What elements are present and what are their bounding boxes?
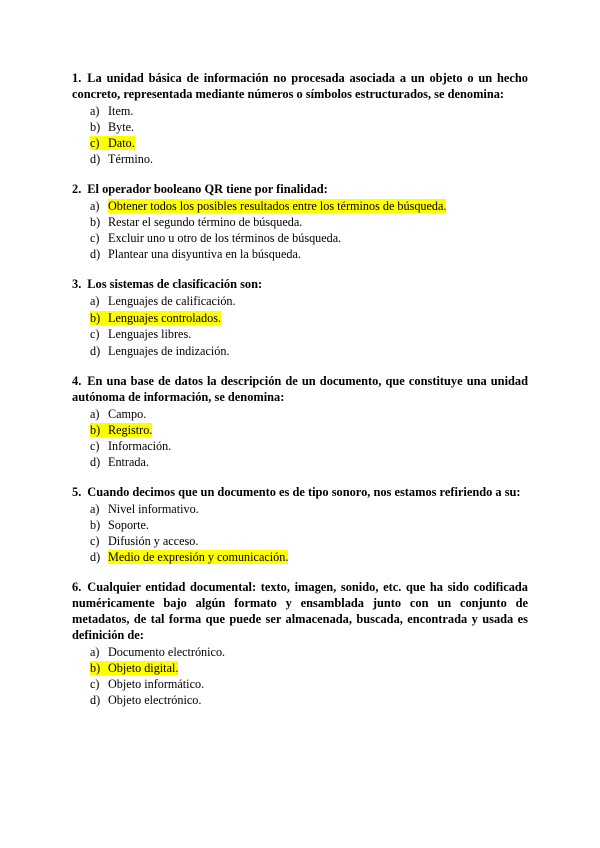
option-b-highlighted: b) Objeto digital. (90, 661, 179, 675)
option-a: a) Item. (90, 104, 134, 118)
option-c: c) Difusión y acceso. (90, 534, 199, 548)
question-2 (72, 181, 528, 262)
option-list (72, 198, 528, 262)
option-d: d) Plantear una disyuntiva en la búsqueda. (90, 247, 301, 261)
option-d-highlighted: d) Medio de expresión y comunicación. (90, 550, 289, 564)
option-b-highlighted: b) Lenguajes controlados. (90, 310, 222, 325)
option-d: d) Término. (90, 152, 154, 166)
option-c: c) Información. (90, 439, 172, 453)
option-a-highlighted: a) Obtener todos los posibles resultados entre los términos de búsqueda. (90, 199, 447, 213)
option-d: d) Objeto electrónico. (90, 693, 202, 707)
option-b: b) Restar el segundo término de búsqueda. (90, 215, 303, 229)
question-text: 5. Cuando decimos que un documento es de tipo sonoro, nos estamos refiriendo a su: (72, 485, 521, 499)
question-text: 6. Cualquier entidad documental: texto, imagen, sonido, etc. que ha sido codificada numéricamente bajo algún formato y ensamblada junto con un conjunto de metadatos, de tal forma que puede ser almacenada, buscada, encontrada y usada es definición de: (72, 580, 528, 642)
option-d: d) Entrada. (90, 455, 149, 469)
option-c: c) Excluir uno u otro de los términos de búsqueda. (90, 231, 342, 245)
option-c-highlighted: c) Dato. (90, 136, 135, 150)
option-d: d) Lenguajes de indización. (90, 343, 230, 358)
option-list (72, 406, 528, 470)
option-a: a) Lenguajes de calificación. (90, 294, 236, 308)
question-text: 3. Los sistemas de clasificación son: (72, 277, 263, 291)
question-list (72, 70, 528, 722)
question-6 (72, 579, 528, 708)
question-5 (72, 484, 528, 565)
question-1 (72, 70, 528, 167)
option-c: c) Lenguajes libres. (90, 327, 192, 341)
option-list (72, 644, 528, 708)
question-3 (72, 276, 528, 359)
question-text: 2. El operador booleano QR tiene por finalidad: (72, 182, 328, 196)
question-text: 4. En una base de datos la descripción de un documento, que constituye una unidad autónoma de información, se denomina: (72, 374, 528, 404)
option-a: a) Documento electrónico. (90, 645, 226, 659)
option-list (72, 293, 528, 359)
option-b-highlighted: b) Registro. (90, 423, 153, 437)
option-a: a) Nivel informativo. (90, 502, 199, 516)
question-text: 1. La unidad básica de información no procesada asociada a un objeto o un hecho concreto, representada mediante números o símbolos estructurados, se denomina: (72, 71, 528, 101)
option-b: b) Soporte. (90, 518, 149, 532)
option-list (72, 501, 528, 565)
option-a: a) Campo. (90, 407, 147, 421)
option-c: c) Objeto informático. (90, 677, 205, 691)
option-list (72, 103, 528, 167)
option-b: b) Byte. (90, 120, 135, 134)
question-4 (72, 373, 528, 470)
